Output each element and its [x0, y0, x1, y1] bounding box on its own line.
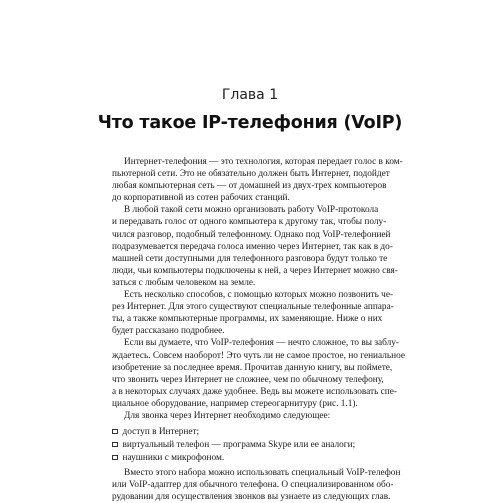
list-item-label: виртуальный телефон — программа Skype или ее аналоги;	[122, 439, 356, 450]
text-line: рез Интернет. Для этого существуют специальные телефонные аппара-	[112, 302, 394, 313]
requirements-list	[112, 425, 390, 464]
text-line: рудовании для осуществления звонков вы узнаете из следующих глав.	[112, 492, 391, 503]
text-line: ты, а также компьютерные программы, их заменяющие. Ниже о них	[112, 314, 383, 325]
list-item-label: наушники с микрофоном.	[122, 452, 225, 463]
paragraph-network	[112, 204, 398, 289]
text-line: а в некоторых случаях даже удобнее. Ведь вы можете использовать спе-	[112, 386, 397, 397]
paragraph-methods	[112, 289, 394, 337]
text-line: подразумевается передача голоса именно через Интернет, так как в до-	[112, 241, 393, 252]
paragraph-intro	[112, 156, 403, 204]
checkbox-bullet-icon	[112, 429, 118, 435]
text-line: Для звонка через Интернет необходимо следующее:	[124, 410, 331, 421]
paragraph-closing	[112, 467, 401, 503]
text-line: Интернет-телефония — это технология, которая передает голос в ком-	[124, 157, 403, 167]
text-line: В любой такой сети можно организовать работу VoIP-протокола	[124, 205, 379, 216]
text-line: любая компьютерная сеть — от домашней из двух-трех компьютеров	[112, 181, 387, 192]
text-line: или VoIP-адаптер для обычного телефона. О специализированном обо-	[112, 480, 394, 491]
list-item-label: доступ в Интернет;	[122, 426, 200, 437]
text-line: заться с любым человеком на земле.	[112, 277, 256, 288]
text-line: чился разговор, подобный телефонному. Однако под VoIP-телефонией	[112, 229, 391, 240]
text-line: до корпоративной из сотен рабочих станций.	[112, 193, 290, 204]
text-line: изобретение за последнее время. Прочитав данную книгу, вы поймете,	[112, 362, 393, 373]
text-line: что звонить через Интернет не сложнее, чем по обычному телефону,	[112, 374, 384, 385]
list-item	[112, 425, 390, 438]
checkbox-bullet-icon	[112, 455, 118, 461]
text-line: машней сети доступными для телефонного разговора будут только те	[112, 253, 388, 264]
text-line: Вместо этого набора можно использовать специальный VoIP-телефон	[124, 468, 401, 479]
text-line: Если вы думаете, что VoIP-телефония — нечто сложное, то вы заблу-	[124, 338, 400, 349]
chapter-label: Глава 1	[221, 87, 279, 103]
list-item	[112, 438, 390, 451]
body-text	[112, 156, 405, 503]
text-line: и передавать голос от одного компьютера к другому так, чтобы полу-	[112, 217, 387, 228]
text-line: циальное оборудование, например стереогарнитуру (рис. 1.1).	[112, 398, 358, 409]
text-line: люди, чьи компьютеры подключены к ней, а через Интернет можно свя-	[112, 265, 398, 276]
paragraph-requirements	[112, 410, 390, 422]
text-line: пьютерной сети. Это не обязательно должен быть Интернет, подойдет	[112, 169, 390, 180]
text-line: ждаетесь. Совсем наоборот! Это чуть ли не самое простое, но гениальное	[112, 350, 405, 361]
paragraph-simplicity	[112, 337, 405, 410]
list-item	[112, 451, 390, 464]
checkbox-bullet-icon	[112, 442, 118, 448]
text-line: Есть несколько способов, с помощью которых можно позвонить че-	[124, 290, 394, 301]
text-line: будет рассказано подробнее.	[112, 326, 225, 337]
chapter-title: Что такое IP-телефония (VoIP)	[97, 113, 403, 133]
